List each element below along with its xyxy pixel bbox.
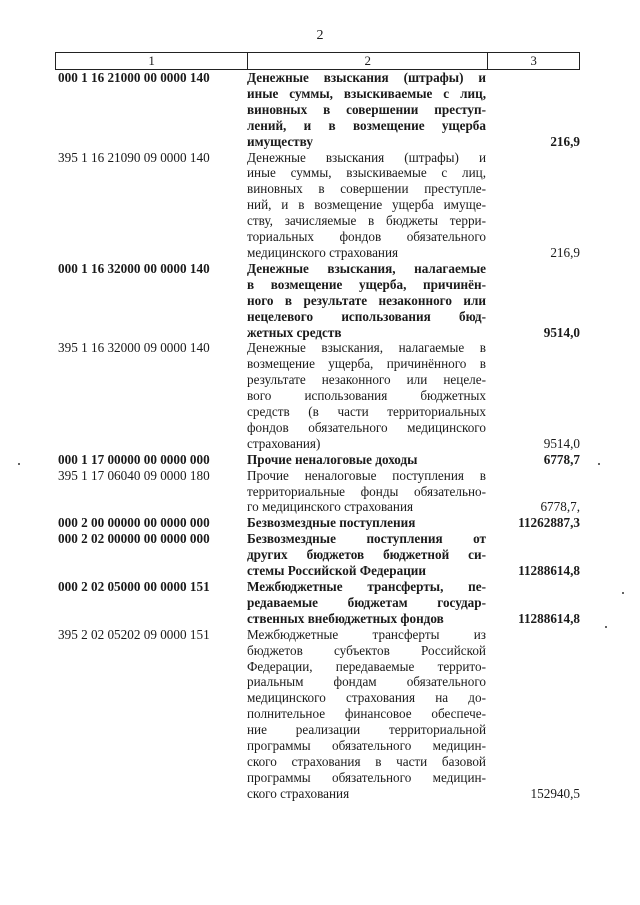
- table-row: [55, 627, 580, 802]
- table-row: [55, 340, 580, 451]
- table-row: [55, 468, 580, 516]
- description-line: ного в результате незаконного или: [247, 292, 486, 308]
- row-amount: 9514,0: [543, 435, 580, 451]
- row-amount: 11262887,3: [518, 515, 580, 531]
- row-code: 000 1 17 00000 00 0000 000: [58, 451, 210, 467]
- page-number: 2: [316, 28, 324, 43]
- description-line: нецелевого использования бюд-: [247, 308, 486, 324]
- description-line: имуществу: [247, 133, 313, 149]
- row-amount: 6778,7: [543, 451, 580, 467]
- table-row: [55, 70, 580, 150]
- description-line: в возмещение ущерба, причинён-: [247, 276, 486, 292]
- table-row: [55, 515, 580, 531]
- description-line: ние реализации территориальной: [247, 722, 486, 738]
- description-line: бюджетов субъектов Российской: [247, 642, 486, 658]
- description-line: стемы Российской Федерации: [247, 563, 427, 579]
- description-line: иные суммы, взыскиваемые с лиц,: [247, 85, 486, 101]
- description-line: Межбюджетные трансферты, пе-: [247, 579, 486, 594]
- row-description: [247, 261, 490, 341]
- description-line: результате незаконного или нецеле-: [247, 372, 486, 388]
- row-amount: 216,9: [550, 133, 580, 149]
- description-line: Прочие неналоговые поступления в: [247, 467, 486, 483]
- description-line: Денежные взыскания (штрафы) и: [247, 70, 486, 85]
- column-header-1: 1: [56, 53, 248, 69]
- description-line: территориальные фонды обязательно-: [247, 483, 486, 499]
- row-amount: 11288614,8: [518, 563, 580, 579]
- row-amount: 152940,5: [530, 785, 580, 801]
- description-line: Безвозмездные поступления: [247, 515, 416, 531]
- row-description: [247, 579, 490, 627]
- description-line: Безвозмездные поступления от: [247, 531, 486, 547]
- table-row: [55, 261, 580, 341]
- description-line: Денежные взыскания, налагаемые в: [247, 340, 486, 356]
- scan-speck: [598, 463, 600, 465]
- row-code: 000 2 02 05000 00 0000 151: [58, 579, 210, 594]
- row-code: 000 2 02 00000 00 0000 000: [58, 531, 210, 547]
- scan-speck: [605, 626, 607, 628]
- description-line: Прочие неналоговые доходы: [247, 451, 418, 467]
- description-line: полнительное финансовое обеспече-: [247, 706, 486, 722]
- description-line: ского страхования в части базовой: [247, 753, 486, 769]
- description-line: иные суммы, взыскиваемые с лиц,: [247, 165, 486, 181]
- row-description: [247, 452, 490, 468]
- row-description: [247, 468, 490, 516]
- row-code: 395 2 02 05202 09 0000 151: [58, 626, 210, 642]
- description-line: ственных внебюджетных фондов: [247, 610, 444, 626]
- description-line: риальным фондам обязательного: [247, 674, 486, 690]
- description-line: жетных средств: [247, 324, 342, 340]
- description-line: Межбюджетные трансферты из: [247, 626, 486, 642]
- description-line: виновных в совершении преступле-: [247, 181, 486, 197]
- description-line: медицинского страхования: [247, 244, 399, 260]
- row-description: [247, 340, 490, 451]
- row-amount: 216,9: [550, 244, 580, 260]
- row-code: 000 2 00 00000 00 0000 000: [58, 515, 210, 531]
- scan-speck: [18, 463, 20, 465]
- description-line: ству, зачисляемые в бюджеты терри-: [247, 213, 486, 229]
- table-body: [55, 70, 580, 802]
- row-code: 000 1 16 32000 00 0000 140: [58, 260, 210, 276]
- description-line: го медицинского страхования: [247, 499, 414, 515]
- description-line: программы обязательного медицин-: [247, 738, 486, 754]
- row-amount: 11288614,8: [518, 610, 580, 626]
- row-amount: 9514,0: [543, 324, 580, 340]
- description-line: фондов обязательного медицинского: [247, 419, 486, 435]
- row-code: 395 1 16 21090 09 0000 140: [58, 149, 210, 165]
- description-line: ториальных фондов обязательного: [247, 229, 486, 245]
- description-line: виновных в совершении преступ-: [247, 101, 486, 117]
- description-line: вого использования бюджетных: [247, 388, 486, 404]
- description-line: программы обязательного медицин-: [247, 769, 486, 785]
- row-code: 395 1 16 32000 09 0000 140: [58, 340, 210, 356]
- row-code: 000 1 16 21000 00 0000 140: [58, 70, 210, 85]
- column-header-2: 2: [248, 53, 488, 69]
- description-line: возмещение ущерба, причинённого в: [247, 356, 486, 372]
- description-line: других бюджетов бюджетной си-: [247, 547, 486, 563]
- row-amount: 6778,7,: [540, 499, 580, 515]
- column-header-3: 3: [488, 53, 580, 69]
- description-line: лений, и в возмещение ущерба: [247, 117, 486, 133]
- description-line: средств (в части территориальных: [247, 404, 486, 420]
- row-description: [247, 150, 490, 261]
- description-line: редаваемые бюджетам государ-: [247, 594, 486, 610]
- description-line: страхования): [247, 435, 321, 451]
- row-description: [247, 515, 490, 531]
- table-header: [55, 52, 580, 70]
- table-row: [55, 150, 580, 261]
- table-row: [55, 531, 580, 579]
- row-description: [247, 70, 490, 150]
- description-line: Денежные взыскания, налагаемые: [247, 260, 486, 276]
- description-line: Федерации, передаваемые террито-: [247, 658, 486, 674]
- table-row: [55, 579, 580, 627]
- description-line: медицинского страхования на до-: [247, 690, 486, 706]
- budget-table: [55, 52, 580, 802]
- description-line: ний, и в возмещение ущерба имуще-: [247, 197, 486, 213]
- table-row: [55, 452, 580, 468]
- row-description: [247, 531, 490, 579]
- scan-speck: [622, 592, 624, 594]
- description-line: ского страхования: [247, 785, 350, 801]
- row-description: [247, 627, 490, 802]
- description-line: Денежные взыскания (штрафы) и: [247, 149, 486, 165]
- row-code: 395 1 17 06040 09 0000 180: [58, 467, 210, 483]
